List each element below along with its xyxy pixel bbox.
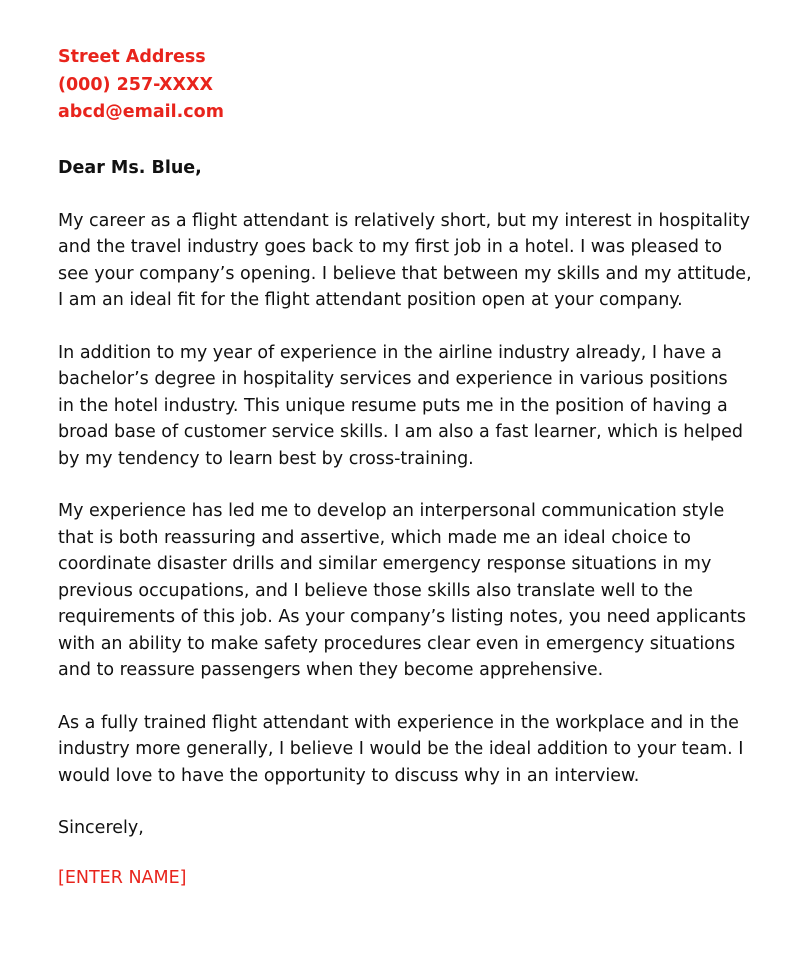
paragraph-line: broad base of customer service skills. I am also a fast learner, which is helped (58, 422, 743, 442)
paragraph-line: and to reassure passengers when they become apprehensive. (58, 660, 604, 680)
paragraph-line: would love to have the opportunity to discuss why in an interview. (58, 765, 640, 786)
body-paragraph-3 (58, 498, 758, 684)
paragraph-line: industry more generally, I believe I would be the ideal addition to your team. I (58, 739, 744, 759)
body-paragraph-4 (58, 710, 758, 790)
paragraph-line: coordinate disaster drills and similar emergency response situations in my (58, 554, 712, 574)
sender-phone: (000) 257-XXXX (58, 74, 213, 95)
paragraph-line: In addition to my year of experience in the airline industry already, I have a (58, 342, 722, 363)
paragraph-line: by my tendency to learn best by cross-training. (58, 448, 474, 469)
signature-placeholder: [ENTER NAME] (58, 867, 187, 888)
body-paragraph-1 (58, 208, 758, 314)
paragraph-line: My experience has led me to develop an interpersonal communication style (58, 501, 725, 521)
paragraph-line: and the travel industry goes back to my first job in a hotel. I was pleased to (58, 237, 723, 257)
paragraph-line: I am an ideal fit for the flight attendant position open at your company. (58, 290, 683, 310)
paragraph-line: see your company’s opening. I believe that between my skills and my attitude, (58, 263, 752, 284)
sender-email: abcd@email.com (58, 102, 224, 122)
paragraph-line: previous occupations, and I believe those skills also translate well to the (58, 580, 693, 601)
salutation: Dear Ms. Blue, (58, 157, 202, 178)
paragraph-line: that is both reassuring and assertive, which made me an ideal choice to (58, 527, 691, 548)
paragraph-line: bachelor’s degree in hospitality services and experience in various positions (58, 369, 728, 389)
paragraph-line: in the hotel industry. This unique resume puts me in the position of having a (58, 395, 728, 416)
body-paragraph-2 (58, 340, 758, 473)
paragraph-line: As a fully trained flight attendant with experience in the workplace and in the (58, 712, 739, 733)
sender-street-address: Street Address (58, 47, 206, 67)
closing: Sincerely, (58, 818, 144, 838)
paragraph-line: requirements of this job. As your company’s listing notes, you need applicants (58, 607, 746, 627)
paragraph-line: with an ability to make safety procedures clear even in emergency situations (58, 633, 736, 654)
cover-letter (58, 44, 758, 891)
paragraph-line: My career as a flight attendant is relatively short, but my interest in hospitality (58, 210, 750, 231)
sender-contact-block (58, 44, 758, 127)
